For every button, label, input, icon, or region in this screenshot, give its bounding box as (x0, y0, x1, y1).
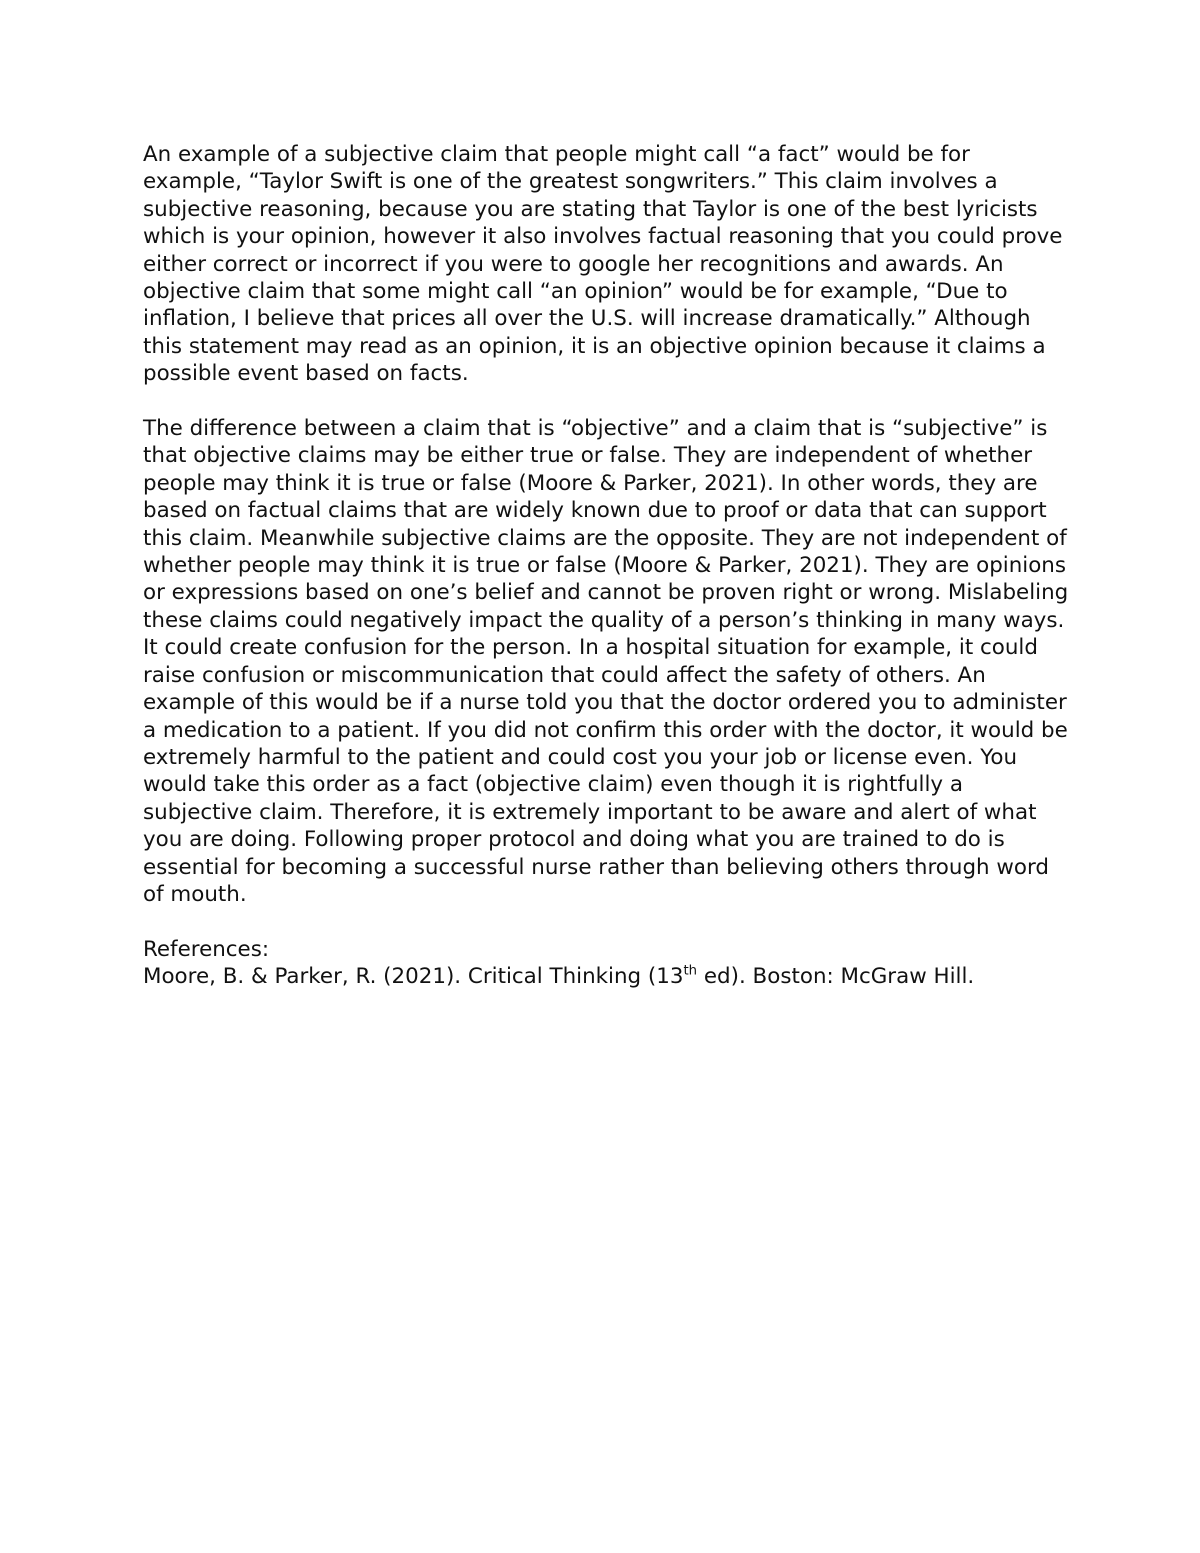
reference-entry (143, 963, 1073, 990)
reference-text-end: ed). Boston: McGraw Hill. (697, 964, 975, 990)
paragraph-2: The difference between a claim that is “objective” and a claim that is “subjective” is that objective claims may be either true or false. They are independent of whether people may think it is true or false (Moore & Parker, 2021). In other words, they are based on factual claims that are widely known due to proof or data that can support this claim. Meanwhile subjective claims are the opposite. They are not independent of whether people may think it is true or false (Moore & Parker, 2021). They are opinions or expressions based on one’s belief and cannot be proven right or wrong. Mislabeling these claims could negatively impact the quality of a person’s thinking in many ways. It could create confusion for the person. In a hospital situation for example, it could raise confusion or miscommunication that could affect the safety of others. An example of this would be if a nurse told you that the doctor ordered you to administer a medication to a patient. If you did not confirm this order with the doctor, it would be extremely harmful to the patient and could cost you your job or license even. You would take this order as a fact (objective claim) even though it is rightfully a subjective claim. Therefore, it is extremely important to be aware and alert of what you are doing. Following proper protocol and doing what you are trained to do is essential for becoming a successful nurse rather than believing others through word of mouth. (143, 416, 1069, 907)
paragraph-1: An example of a subjective claim that people might call “a fact” would be for example, “Taylor Swift is one of the greatest songwriters.” This claim involves a subjective reasoning, because you are stating that Taylor is one of the best lyricists which is your opinion, however it also involves factual reasoning that you could prove either correct or incorrect if you were to google her recognitions and awards. An objective claim that some might call “an opinion” would be for example, “Due to inflation, I believe that prices all over the U.S. will increase dramatically.” Although this statement may read as an opinion, it is an objective opinion because it claims a possible event based on facts. (143, 142, 1063, 387)
reference-superscript: th (683, 963, 698, 979)
references-section (143, 936, 1073, 991)
references-heading: References: (143, 936, 270, 962)
document-body (143, 141, 1073, 991)
reference-text-start: Moore, B. & Parker, R. (2021). Critical Thinking (13 (143, 964, 684, 990)
